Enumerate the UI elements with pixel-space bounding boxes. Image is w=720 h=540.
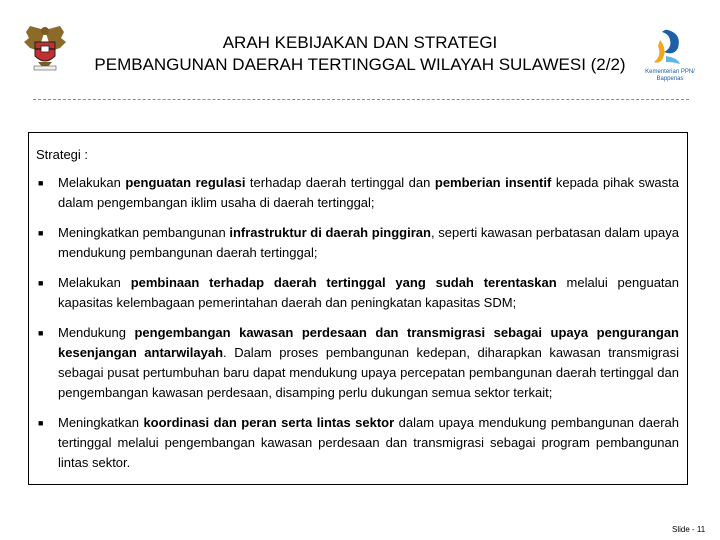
strategy-item-text: terhadap daerah tertinggal dan [245,175,435,190]
bappenas-logo-icon [638,26,702,84]
strategy-item-text: kepada pihak swasta dalam pengembangan iklim usaha di daerah tertinggal; [58,175,680,210]
square-bullet-icon: ■ [38,178,44,188]
strategy-item-text: Melakukan [58,175,126,190]
title-line-1: ARAH KEBIJAKAN DAN STRATEGI [222,33,498,52]
logo-text-line-2: Bappenas [656,76,684,82]
strategy-item-emphasis: pembinaan terhadap daerah tertinggal yang sudah terentaskan [130,275,557,290]
strategy-item-emphasis: penguatan regulasi [125,175,246,190]
strategy-item-emphasis: koordinasi dan peran serta lintas sektor [143,415,395,430]
strategy-item-emphasis: infrastruktur di daerah pinggiran [229,225,431,240]
slide-header [0,0,720,100]
garuda-emblem-icon [20,22,70,74]
square-bullet-icon: ■ [38,278,44,288]
square-bullet-icon: ■ [38,328,44,338]
strategy-item [36,273,679,313]
strategy-list [36,173,679,473]
strategy-item [36,223,679,263]
strategy-item [36,323,679,403]
slide-number: Slide - 11 [672,525,706,534]
strategy-item-text: Mendukung [58,325,135,340]
square-bullet-icon: ■ [38,228,44,238]
slide-title [80,32,640,76]
strategy-item [36,413,679,473]
strategy-item-text: . Dalam proses pembangunan kedepan, diharapkan kawasan transmigrasi sebagai pusat pertumbuhan baru dapat mendukung upaya percepatan pembangunan daerah tertinggal dan pengembangan kawasan perdesaan, disamping perlu dukungan semua sektor terkait; [58,345,680,400]
strategy-item-emphasis: pemberian insentif [434,175,552,190]
logo-text-line-1: Kementerian PPN/ [645,69,695,75]
strategy-item-text: Meningkatkan pembangunan [58,225,230,240]
strategy-item-text: , seperti kawasan perbatasan dalam upaya mendukung pembangunan daerah tertinggal; [58,225,680,260]
strategy-item-emphasis: pengembangan kawasan perdesaan dan transmigrasi sebagai upaya pengurangan kesenjangan antarwilayah [58,325,679,360]
square-bullet-icon: ■ [38,418,44,428]
strategy-item-text: melalui penguatan kapasitas kelembagaan pemerintahan daerah dan peningkatan kapasitas SDM; [58,275,680,310]
strategy-item-text: Meningkatkan [58,415,144,430]
strategy-item [36,173,679,213]
strategy-box [28,132,688,485]
strategy-label: Strategi : [36,147,89,162]
header-divider [33,99,689,100]
strategy-item-text: dalam upaya mendukung pembangunan daerah tertinggal melalui pengembangan kawasan perdesaan dan transmigrasi sebagai program pembangunan lintas sektor. [58,415,680,470]
title-line-2: PEMBANGUNAN DAERAH TERTINGGAL WILAYAH SULAWESI (2/2) [94,55,626,74]
strategy-item-text: Melakukan [58,275,131,290]
